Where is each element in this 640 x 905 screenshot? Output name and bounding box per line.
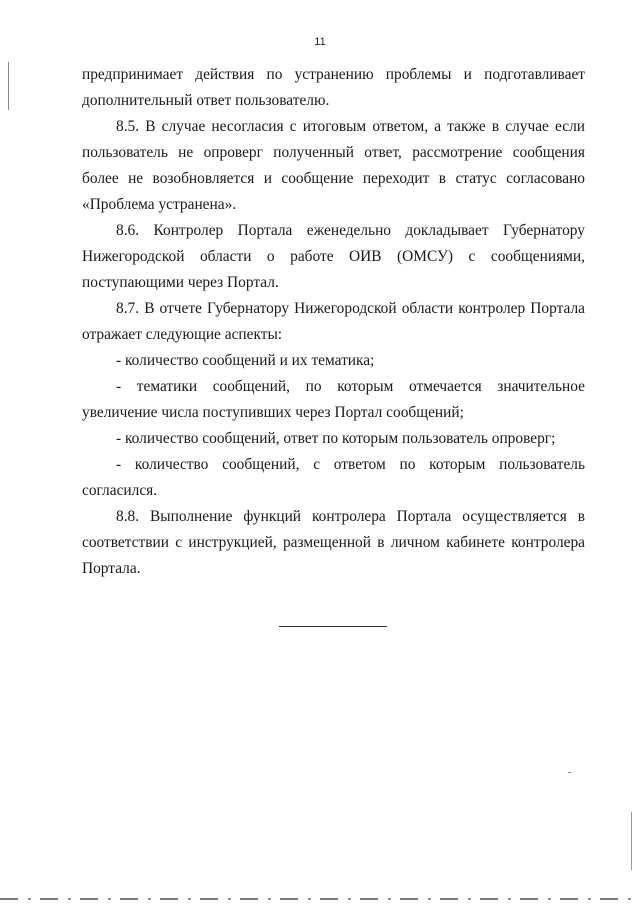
paragraph-8-6: 8.6. Контролер Портала еженедельно докладывает Губернатору Нижегородской области о работе ОИВ (ОМСУ) с сообщениями, поступающими через Портал. [82,222,585,291]
scan-bottom-edge [0,898,640,900]
paragraph-continuation: предпринимает действия по устранению проблемы и подготавливает дополнительный ответ пользователю. [82,66,585,109]
list-item-refuted: - количество сообщений, ответ по которым пользователь опроверг; [116,430,556,447]
scan-edge-mark-left [8,62,9,110]
list-item-agreed: - количество сообщений, с ответом по которым пользователь согласился. [82,456,585,499]
list-item-increase: - тематики сообщений, по которым отмечается значительное увеличение числа поступивших через Портал сообщений; [82,378,585,421]
paragraph-8-8: 8.8. Выполнение функций контролера Портала осуществляется в соответствии с инструкцией, размещенной в личном кабинете контролера Портала. [82,508,585,577]
paragraph-8-5: 8.5. В случае несогласия с итоговым ответом, а также в случае если пользователь не опроверг полученный ответ, рассмотрение сообщения более не возобновляется и сообщение переходит в статус согласовано «Проблема устранена». [82,118,585,213]
scan-speck [568,772,571,773]
scan-edge-mark-right [631,812,632,870]
paragraph-8-7: 8.7. В отчете Губернатору Нижегородской области контролер Портала отражает следующие аспекты: [82,300,585,343]
end-of-document-rule [279,626,387,627]
document-body [82,62,585,582]
list-item-topics: - количество сообщений и их тематика; [116,352,375,369]
page-number: 11 [314,36,326,48]
